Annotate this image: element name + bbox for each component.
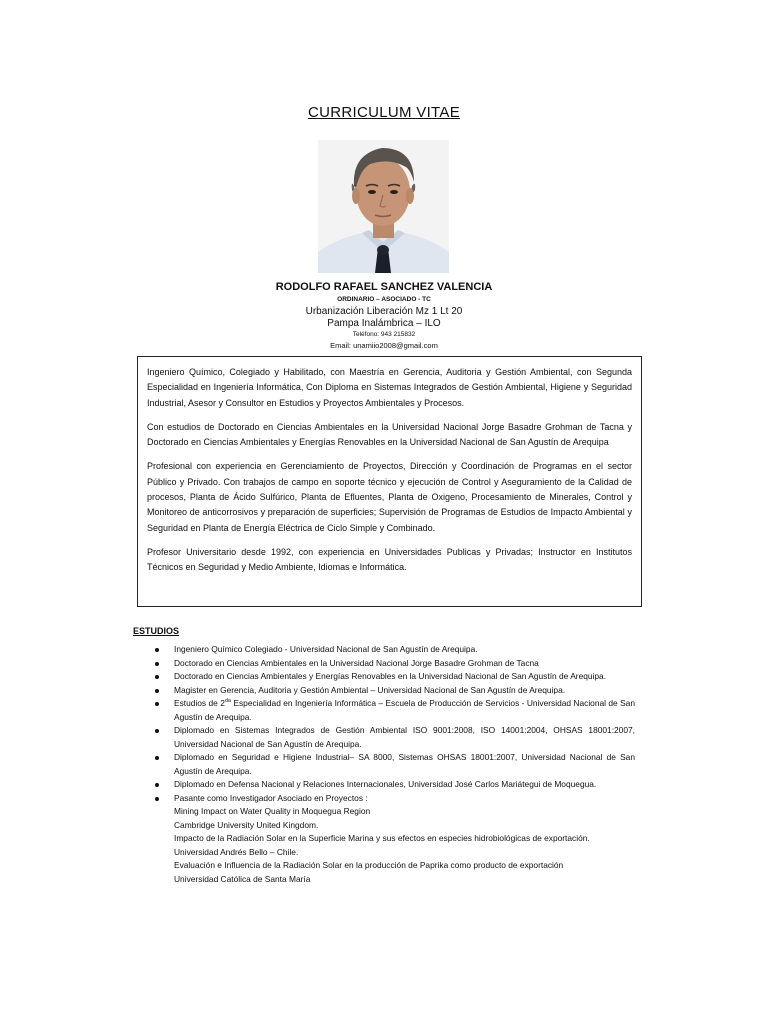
candidate-name: RODOLFO RAFAEL SANCHEZ VALENCIA xyxy=(275,281,493,293)
address-line-2: Pampa Inalámbrica – ILO xyxy=(327,318,441,329)
internship-line: Mining Impact on Water Quality in Moquegua Region xyxy=(174,806,371,816)
summary-paragraph: Ingeniero Químico, Colegiado y Habilitado, con Maestría en Gerencia, Auditoria y Gestión Ambiental, con Segunda Especialidad en Ingeniería Informática, Con Diploma en Sistemas Integrados de Gestión Ambiental, Higiene y Seguridad Industrial, Asesor y Consultor en Estudios y Proyectos Ambientales y Procesos. xyxy=(147,367,632,408)
internship-line: Universidad Católica de Santa María xyxy=(174,873,311,884)
internship-line: Evaluación e Influencia de la Radiación Solar en la producción de Paprika como producto de exportación xyxy=(174,860,564,870)
study-item: Diplomado en Sistemas Integrados de Gestión Ambiental ISO 9001:2008, ISO 14001:2004, OHSAS 18001:2007, Universidad Nacional de San Agustín de Arequipa. xyxy=(151,724,635,751)
ordinal-superscript: da xyxy=(224,698,231,705)
studies-heading: ESTUDIOS xyxy=(133,626,180,636)
study-item: Diplomado en Seguridad e Higiene Industrial– SA 8000, Sistemas OHSAS 18001:2007, Universidad Nacional de San Agustín de Arequipa. xyxy=(151,751,635,778)
phone-number: Teléfono: 943 215832 xyxy=(352,331,416,338)
internship-line: Pasante como Investigador Asociado en Proyectos : xyxy=(174,792,368,803)
address-line-1: Urbanización Liberación Mz 1 Lt 20 xyxy=(305,306,463,317)
email-address: Email: unamiio2008@gmail.com xyxy=(330,341,438,350)
summary-paragraph: Profesor Universitario desde 1992, con experiencia en Universidades Publicas y Privadas; Instructor en Institutos Técnicos en Seguridad y Medio Ambiente, Idiomas e Informática. xyxy=(147,546,632,573)
summary-paragraph: Profesional con experiencia en Gerenciamiento de Proyectos, Dirección y Coordinación de Programas en el sector Público y Privado. Con trabajos de campo en soporte técnico y ejecución de Control y Aseguramiento de la Calidad de procesos, Planta de Ácido Sulfúrico, Planta de Efluentes, Planta de Oxigeno, Procesamiento de Minerales, Control y Monitoreo de anticorrosivos y preparación de superficies; Supervisión de Programas de Estudios de Impacto Ambiental y Seguridad en Planta de Energía Eléctrica de Ciclo Simple y Combinado. xyxy=(147,461,632,533)
study-item: Diplomado en Defensa Nacional y Relaciones Internacionales, Universidad José Carlos Mariátegui de Moquegua. xyxy=(151,778,635,792)
study-item: Ingeniero Químico Colegiado - Universidad Nacional de San Agustín de Arequipa. xyxy=(151,643,635,657)
studies-list xyxy=(151,643,635,886)
study-text: Estudios de 2 xyxy=(174,698,225,708)
study-item xyxy=(151,697,635,724)
professional-summary-box xyxy=(137,356,642,607)
study-item: Magister en Gerencia, Auditoria y Gestión Ambiental – Universidad Nacional de San Agustín de Arequipa. xyxy=(151,684,635,698)
document-title: CURRICULUM VITAE xyxy=(307,104,461,121)
profile-photo xyxy=(318,140,449,273)
internship-line: Cambridge University United Kingdom. xyxy=(174,819,319,830)
membership-label: ORDINARIO – ASOCIADO - TC xyxy=(337,296,431,303)
internship-line: Universidad Andrés Bello – Chile. xyxy=(174,846,299,857)
internship-line: Impacto de la Radiación Solar en la Superficie Marina y sus efectos en especies hidrobiológicas de exportación. xyxy=(174,833,590,843)
summary-paragraph: Con estudios de Doctorado en Ciencias Ambientales en la Universidad Nacional Jorge Basadre Grohman de Tacna y Doctorado en Ciencias Ambientales y Energías Renovables en la Universidad Nacional de San Agustín de Arequipa xyxy=(147,421,632,448)
study-item xyxy=(151,792,635,887)
study-item: Doctorado en Ciencias Ambientales y Energías Renovables en la Universidad Nacional de San Agustín de Arequipa. xyxy=(151,670,635,684)
study-text: Especialidad en Ingeniería Informática – Escuela de Producción de Servicios - Universidad Nacional de San Agustín de Arequipa. xyxy=(174,698,635,722)
study-item: Doctorado en Ciencias Ambientales en la Universidad Nacional Jorge Basadre Grohman de Tacna xyxy=(151,657,635,671)
